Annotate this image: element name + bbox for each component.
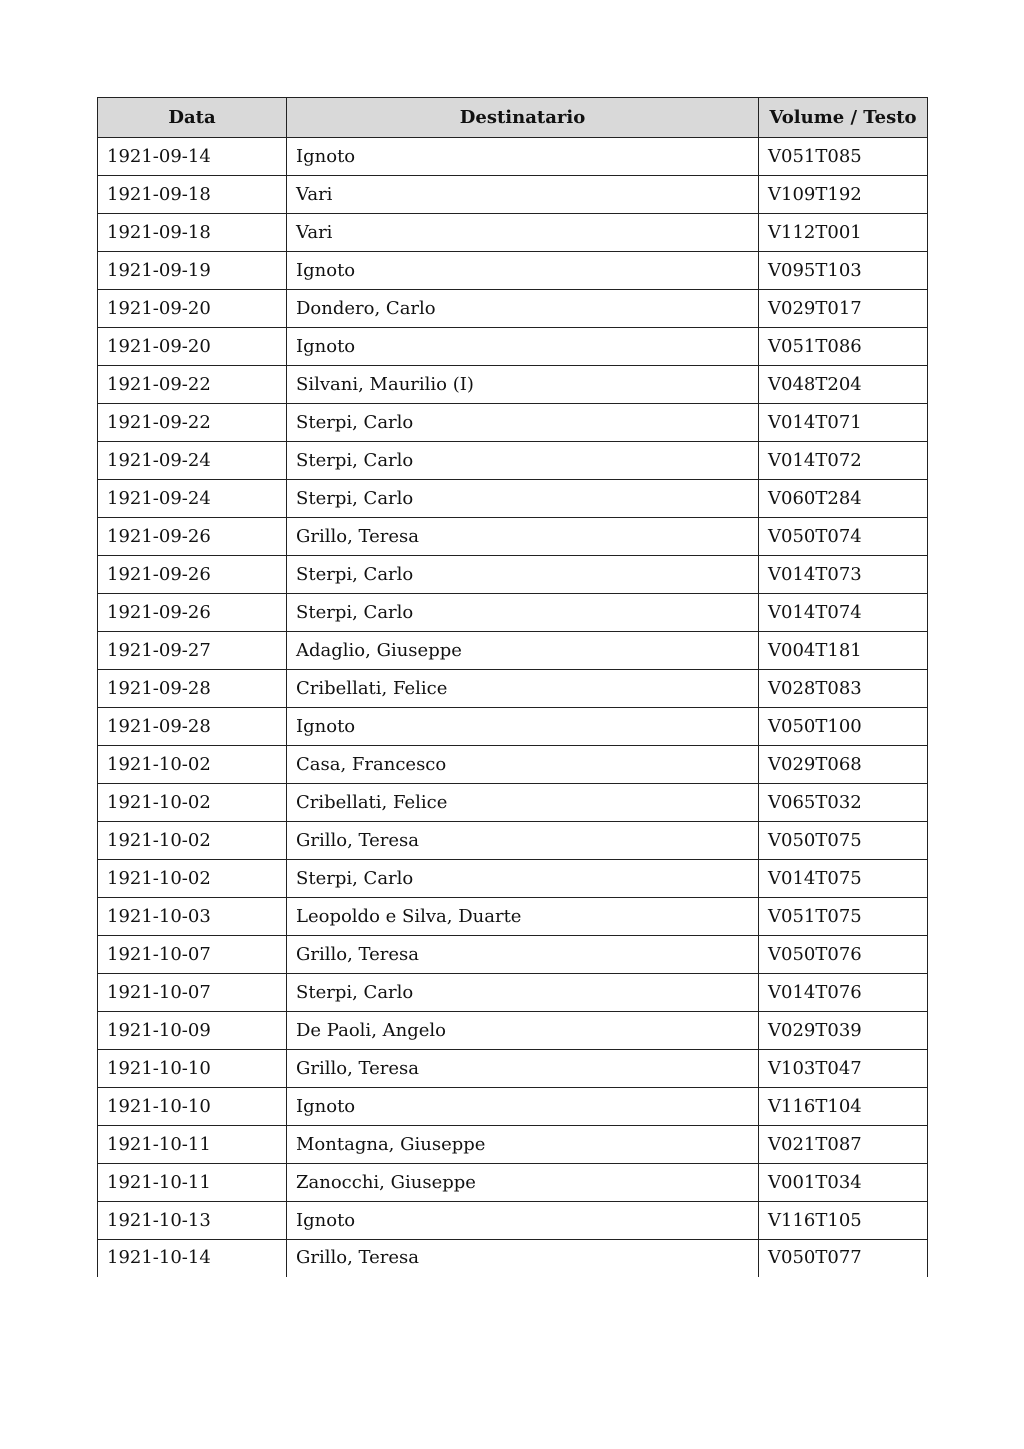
table-row xyxy=(98,1126,928,1164)
cell-recipient: Leopoldo e Silva, Duarte xyxy=(287,898,759,936)
cell-date: 1921-10-02 xyxy=(98,860,287,898)
cell-date: 1921-10-02 xyxy=(98,784,287,822)
cell-volume: V004T181 xyxy=(759,632,928,670)
cell-volume: V014T075 xyxy=(759,860,928,898)
cell-date: 1921-09-20 xyxy=(98,328,287,366)
cell-recipient: Vari xyxy=(287,214,759,252)
table-row xyxy=(98,1240,928,1277)
cell-date: 1921-09-28 xyxy=(98,670,287,708)
cell-volume: V014T074 xyxy=(759,594,928,632)
cell-date: 1921-10-10 xyxy=(98,1088,287,1126)
cell-volume: V048T204 xyxy=(759,366,928,404)
cell-recipient: Sterpi, Carlo xyxy=(287,860,759,898)
cell-volume: V050T074 xyxy=(759,518,928,556)
cell-recipient: Grillo, Teresa xyxy=(287,518,759,556)
cell-recipient: Dondero, Carlo xyxy=(287,290,759,328)
cell-date: 1921-10-11 xyxy=(98,1126,287,1164)
cell-recipient: Casa, Francesco xyxy=(287,746,759,784)
table-row xyxy=(98,442,928,480)
cell-recipient: De Paoli, Angelo xyxy=(287,1012,759,1050)
cell-recipient: Montagna, Giuseppe xyxy=(287,1126,759,1164)
table-row xyxy=(98,328,928,366)
cell-date: 1921-09-22 xyxy=(98,366,287,404)
cell-volume: V001T034 xyxy=(759,1164,928,1202)
table-row xyxy=(98,518,928,556)
cell-recipient: Cribellati, Felice xyxy=(287,784,759,822)
header-date: Data xyxy=(98,98,287,138)
cell-recipient: Grillo, Teresa xyxy=(287,1050,759,1088)
cell-recipient: Ignoto xyxy=(287,1202,759,1240)
table-row xyxy=(98,898,928,936)
cell-date: 1921-09-28 xyxy=(98,708,287,746)
cell-recipient: Grillo, Teresa xyxy=(287,1240,759,1277)
cell-date: 1921-09-14 xyxy=(98,138,287,176)
table-row xyxy=(98,252,928,290)
cell-volume: V109T192 xyxy=(759,176,928,214)
table-row xyxy=(98,1012,928,1050)
cell-date: 1921-09-26 xyxy=(98,594,287,632)
table-row xyxy=(98,366,928,404)
table-row xyxy=(98,1164,928,1202)
cell-date: 1921-09-19 xyxy=(98,252,287,290)
cell-volume: V051T085 xyxy=(759,138,928,176)
cell-recipient: Ignoto xyxy=(287,138,759,176)
cell-volume: V051T075 xyxy=(759,898,928,936)
cell-volume: V014T076 xyxy=(759,974,928,1012)
cell-recipient: Ignoto xyxy=(287,252,759,290)
cell-volume: V014T073 xyxy=(759,556,928,594)
cell-recipient: Sterpi, Carlo xyxy=(287,556,759,594)
table-row xyxy=(98,1202,928,1240)
table-row xyxy=(98,176,928,214)
cell-date: 1921-09-24 xyxy=(98,442,287,480)
cell-date: 1921-10-02 xyxy=(98,822,287,860)
cell-volume: V029T068 xyxy=(759,746,928,784)
table-row xyxy=(98,138,928,176)
cell-volume: V095T103 xyxy=(759,252,928,290)
header-volume: Volume / Testo xyxy=(759,98,928,138)
cell-date: 1921-10-11 xyxy=(98,1164,287,1202)
cell-recipient: Grillo, Teresa xyxy=(287,822,759,860)
cell-recipient: Sterpi, Carlo xyxy=(287,442,759,480)
table-row xyxy=(98,860,928,898)
cell-volume: V050T077 xyxy=(759,1240,928,1277)
cell-recipient: Ignoto xyxy=(287,1088,759,1126)
table-row xyxy=(98,480,928,518)
table-header xyxy=(98,98,928,138)
cell-volume: V116T105 xyxy=(759,1202,928,1240)
cell-recipient: Ignoto xyxy=(287,328,759,366)
cell-recipient: Sterpi, Carlo xyxy=(287,974,759,1012)
cell-date: 1921-10-14 xyxy=(98,1240,287,1277)
table-row xyxy=(98,784,928,822)
table-row xyxy=(98,556,928,594)
table-row xyxy=(98,1088,928,1126)
cell-recipient: Sterpi, Carlo xyxy=(287,594,759,632)
cell-volume: V050T100 xyxy=(759,708,928,746)
cell-date: 1921-09-18 xyxy=(98,176,287,214)
cell-recipient: Cribellati, Felice xyxy=(287,670,759,708)
cell-date: 1921-10-03 xyxy=(98,898,287,936)
cell-volume: V021T087 xyxy=(759,1126,928,1164)
table-row xyxy=(98,670,928,708)
table-body xyxy=(98,138,928,1277)
cell-date: 1921-10-10 xyxy=(98,1050,287,1088)
table-row xyxy=(98,1050,928,1088)
cell-recipient: Sterpi, Carlo xyxy=(287,404,759,442)
cell-date: 1921-10-02 xyxy=(98,746,287,784)
cell-recipient: Adaglio, Giuseppe xyxy=(287,632,759,670)
cell-date: 1921-09-26 xyxy=(98,556,287,594)
cell-date: 1921-09-20 xyxy=(98,290,287,328)
cell-recipient: Sterpi, Carlo xyxy=(287,480,759,518)
table-row xyxy=(98,708,928,746)
cell-date: 1921-09-27 xyxy=(98,632,287,670)
table-row xyxy=(98,746,928,784)
header-row xyxy=(98,98,928,138)
cell-recipient: Zanocchi, Giuseppe xyxy=(287,1164,759,1202)
cell-date: 1921-10-13 xyxy=(98,1202,287,1240)
header-recipient: Destinatario xyxy=(287,98,759,138)
cell-date: 1921-10-07 xyxy=(98,974,287,1012)
cell-volume: V029T017 xyxy=(759,290,928,328)
cell-date: 1921-09-26 xyxy=(98,518,287,556)
cell-volume: V116T104 xyxy=(759,1088,928,1126)
table-row xyxy=(98,936,928,974)
cell-date: 1921-09-24 xyxy=(98,480,287,518)
table-row xyxy=(98,632,928,670)
cell-volume: V112T001 xyxy=(759,214,928,252)
cell-date: 1921-10-07 xyxy=(98,936,287,974)
cell-volume: V028T083 xyxy=(759,670,928,708)
table-row xyxy=(98,822,928,860)
cell-volume: V029T039 xyxy=(759,1012,928,1050)
cell-date: 1921-09-18 xyxy=(98,214,287,252)
cell-date: 1921-09-22 xyxy=(98,404,287,442)
cell-volume: V065T032 xyxy=(759,784,928,822)
cell-recipient: Vari xyxy=(287,176,759,214)
cell-volume: V014T072 xyxy=(759,442,928,480)
cell-volume: V050T076 xyxy=(759,936,928,974)
cell-volume: V050T075 xyxy=(759,822,928,860)
cell-date: 1921-10-09 xyxy=(98,1012,287,1050)
table-row xyxy=(98,290,928,328)
table-row xyxy=(98,214,928,252)
cell-recipient: Silvani, Maurilio (I) xyxy=(287,366,759,404)
table-row xyxy=(98,404,928,442)
cell-volume: V060T284 xyxy=(759,480,928,518)
cell-volume: V014T071 xyxy=(759,404,928,442)
table-row xyxy=(98,594,928,632)
cell-recipient: Grillo, Teresa xyxy=(287,936,759,974)
cell-recipient: Ignoto xyxy=(287,708,759,746)
cell-volume: V103T047 xyxy=(759,1050,928,1088)
table-row xyxy=(98,974,928,1012)
cell-volume: V051T086 xyxy=(759,328,928,366)
letters-table xyxy=(97,97,928,1277)
document-page xyxy=(97,97,927,1277)
